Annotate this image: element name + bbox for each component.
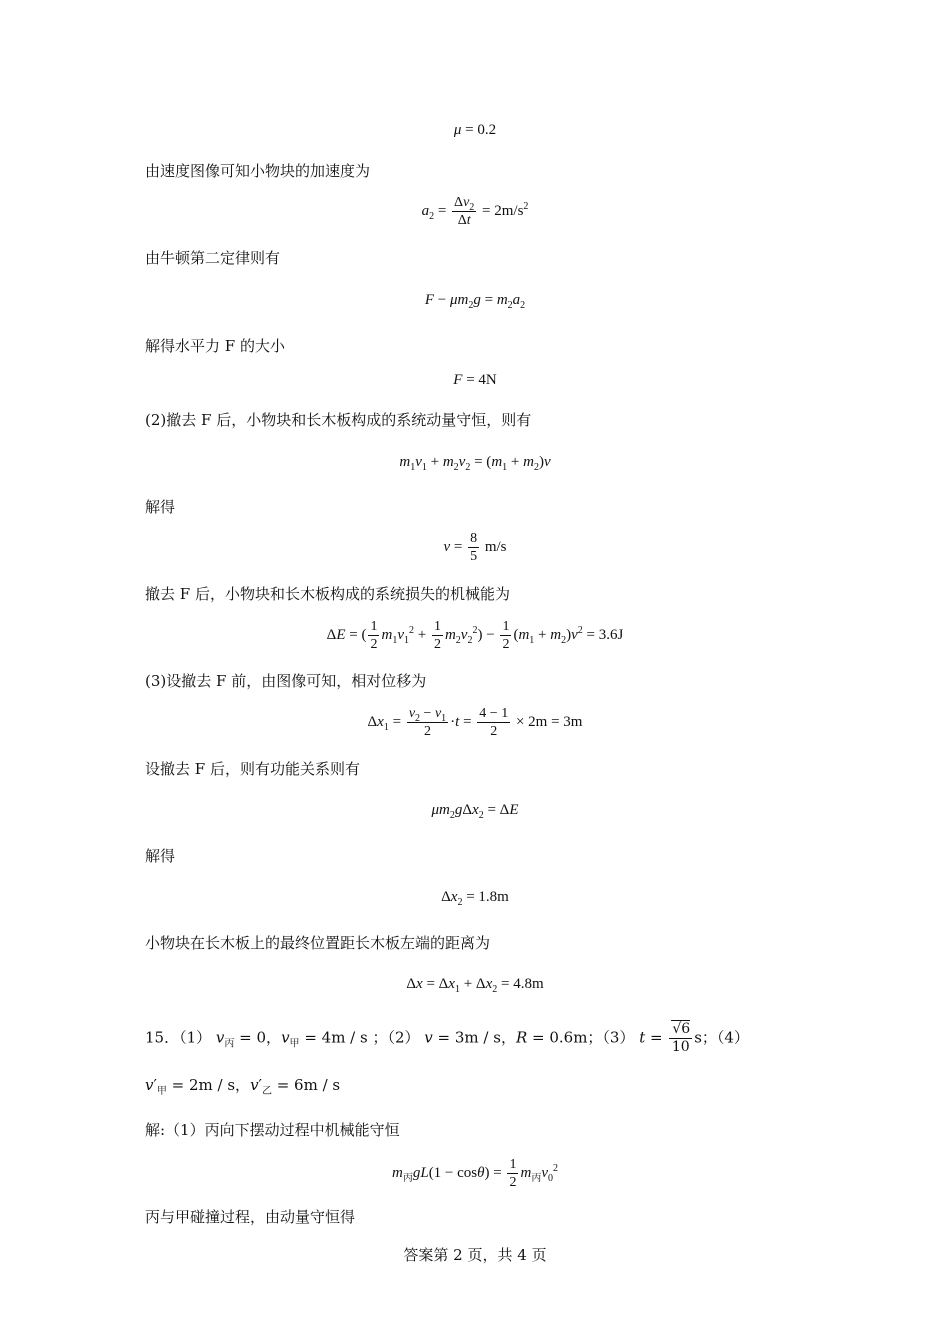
equation-dx1: $\Delta x_1$ = $\frac{v_2 - v_1}{2}$ ·t = $\frac{4 - 1}{2}$ × 2m = 3m <box>367 706 583 739</box>
text-solution-15: 解:（1）丙向下摆动过程中机械能守恒 <box>145 1121 400 1139</box>
equation-a2: $a_2$ = $\frac{\Delta v_2}{\Delta t}$ = $2m/s^2$ <box>421 195 529 228</box>
equation-momentum: $m_1v_1 + m_2v_2 = (m_1 + m_2)v$ <box>399 454 551 473</box>
text-solve-2: 解得 <box>145 847 176 865</box>
equation-pendulum: $m_丙gL(1 - \cos\theta)$ = $\frac{1}{2}$ $m_丙v_0^2$ <box>392 1157 558 1190</box>
text-energy-loss: 撤去 F 后，小物块和长木板构成的系统损失的机械能为 <box>145 585 510 603</box>
text-energy-relation: 设撤去 F 后，则有功能关系则有 <box>145 760 360 778</box>
text-question-2: (2)撤去 F 后，小物块和长木板构成的系统动量守恒，则有 <box>145 411 532 429</box>
text-acceleration: 由速度图像可知小物块的加速度为 <box>145 162 371 180</box>
answer-15-line1: 15．（1） $v_丙 = 0$，$v_甲 = 4m / s$ ；（2） v = 3m / s，R = 0.6m；（3） t = $\frac{√6}{10}$ s；（4） <box>145 1021 749 1055</box>
equation-v: v = $\frac{8}{5}$ m/s <box>443 531 507 564</box>
equation-delta-E: ΔE = ( $\frac{1}{2}$ $m_1v_1^2$ + $\frac{1}{2}$ $m_2v_2^2$) − $\frac{1}{2}$ $(m_1 + m_2)v^2 = 3.6J$ <box>326 619 624 652</box>
equation-dx: $\Delta x = \Delta x_1 + \Delta x_2 = 4.8m$ <box>406 976 544 995</box>
text-collision: 丙与甲碰撞过程，由动量守恒得 <box>145 1208 356 1226</box>
text-question-3: (3)设撤去 F 前，由图像可知，相对位移为 <box>145 672 427 690</box>
answer-15-line2: $v'_甲 = 2m / s$，$v'_乙 = 6m / s$ <box>145 1076 341 1097</box>
equation-newton: $F - \mu m_2g = m_2a_2$ <box>424 292 526 311</box>
text-solve-F: 解得水平力 F 的大小 <box>145 337 285 355</box>
text-final-position: 小物块在长木板上的最终位置距长木板左端的距离为 <box>145 934 491 952</box>
equation-energy: $\mu m_2g\Delta x_2 = \Delta E$ <box>431 802 519 821</box>
equation-dx2: $\Delta x_2 = 1.8m$ <box>441 889 509 908</box>
equation-F: F = 4N <box>453 372 497 388</box>
text-solve-1: 解得 <box>145 498 176 516</box>
page-footer: 答案第 2 页，共 4 页 <box>403 1246 547 1264</box>
equation-mu: μ = 0.2 <box>453 122 497 138</box>
text-newton: 由牛顿第二定律则有 <box>145 249 281 267</box>
answer-15-prefix: 15．（1） <box>145 1028 212 1047</box>
